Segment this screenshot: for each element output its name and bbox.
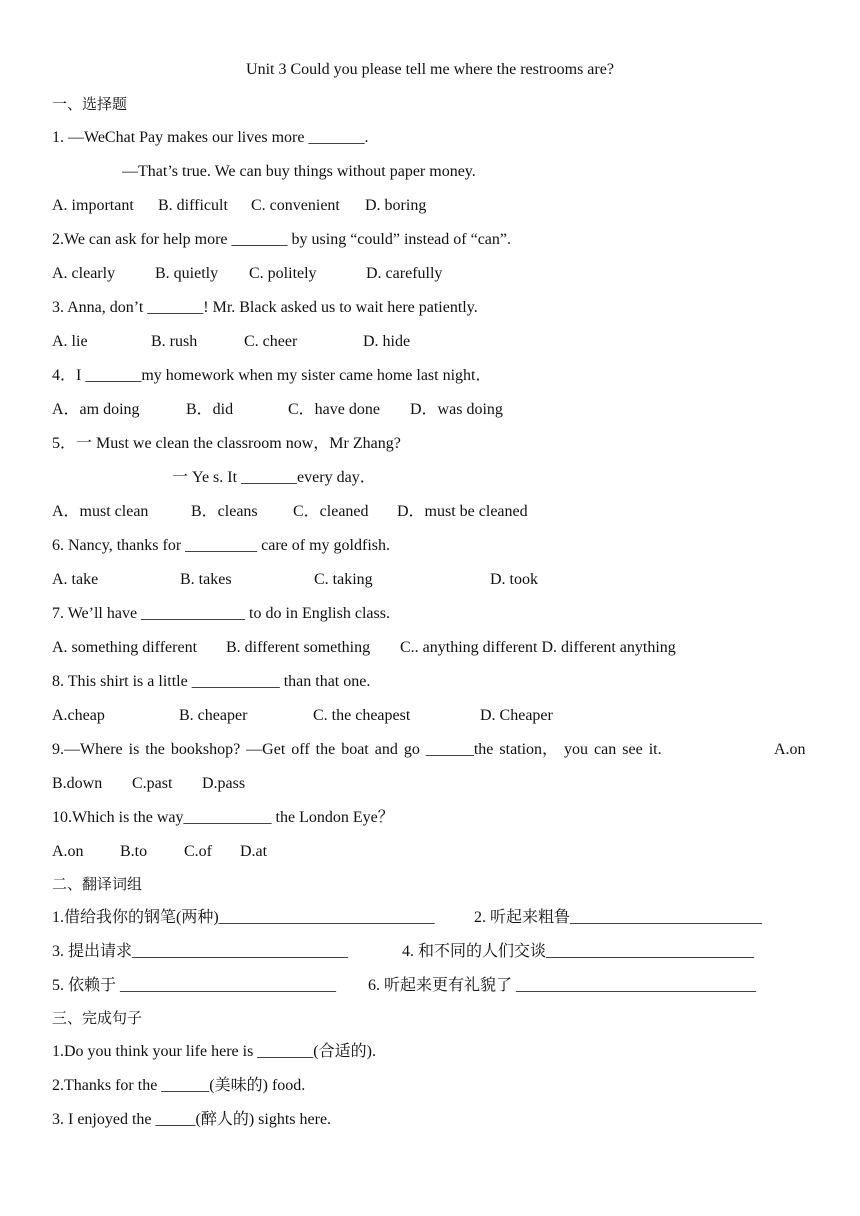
question-1: 1. —WeChat Pay makes our lives more _______. [52,129,369,146]
question-9-option-c: C.past [132,775,173,792]
question-9: 9.—Where is the bookshop? —Get off the boat and go ______the station， you can see it. [52,741,662,758]
question-9-option-d: D.pass [202,775,246,792]
question-10-option-a: A.on [52,843,84,860]
question-10-option-c: C.of [184,843,212,860]
translate-item-5: 5. 依赖于 ___________________________ [52,977,337,994]
question-2-option-c: C. politely [249,265,317,282]
question-1-option-a: A. important [52,197,134,214]
question-4-option-c: C．have done [288,401,380,418]
translate-item-3: 3. 提出请求___________________________ [52,943,349,960]
question-2: 2.We can ask for help more _______ by using “could” instead of “can”. [52,231,512,248]
question-7: 7. We’ll have _____________ to do in English class. [52,605,390,622]
question-5: 5．一 Must we clean the classroom now，Mr Zhang? [52,435,401,452]
question-7-option-c-d: C.. anything different D. different anything [400,639,676,656]
question-6: 6. Nancy, thanks for _________ care of my goldfish. [52,537,390,554]
question-5-option-c: C．cleaned [293,503,369,520]
question-5-option-a: A．must clean [52,503,149,520]
sentence-item-1: 1.Do you think your life here is _______(合适的). [52,1043,376,1060]
section-heading-translate-phrases: 二、翻译词组 [52,875,143,893]
question-8-option-a: A.cheap [52,707,105,724]
question-7-option-a: A. something different [52,639,198,656]
question-1-response: —That’s true. We can buy things without paper money. [122,163,476,180]
question-8-option-b: B. cheaper [179,707,248,724]
question-10-option-b: B.to [120,843,148,860]
section-heading-complete-sentences: 三、完成句子 [52,1009,143,1027]
question-2-option-a: A. clearly [52,265,116,282]
question-1-option-d: D. boring [365,197,427,214]
question-4-option-d: D．was doing [410,401,503,418]
question-2-option-b: B. quietly [155,265,219,282]
question-2-option-d: D. carefully [366,265,443,282]
sentence-item-2: 2.Thanks for the ______(美味的) food. [52,1077,306,1094]
translate-item-1: 1.借给我你的钢笔(两种)___________________________ [52,909,435,926]
question-10: 10.Which is the way___________ the London Eye？ [52,809,394,826]
question-3: 3. Anna, don’t _______! Mr. Black asked us to wait here patiently. [52,299,478,316]
question-8-option-c: C. the cheapest [313,707,411,724]
question-4: 4．I _______my homework when my sister came home last night． [52,367,492,384]
question-4-option-a: A．am doing [52,401,140,418]
question-3-option-a: A. lie [52,333,88,350]
question-4-option-b: B．did [186,401,234,418]
question-3-option-c: C. cheer [244,333,298,350]
question-9-option-b: B.down [52,775,103,792]
question-3-option-b: B. rush [151,333,198,350]
question-5-option-d: D．must be cleaned [397,503,528,520]
page-title: Unit 3 Could you please tell me where the restrooms are? [246,61,614,78]
question-1-option-b: B. difficult [158,197,228,214]
question-10-option-d: D.at [240,843,268,860]
question-8: 8. This shirt is a little ___________ than that one. [52,673,371,690]
question-5-response: 一 Ye s. It _______every day． [172,469,376,486]
question-5-option-b: B．cleans [191,503,258,520]
question-6-option-b: B. takes [180,571,232,588]
translate-item-2: 2. 听起来粗鲁________________________ [474,909,763,926]
question-6-option-a: A. take [52,571,99,588]
translate-item-4: 4. 和不同的人们交谈__________________________ [402,943,755,960]
section-heading-multiple-choice: 一、选择题 [52,95,128,113]
question-6-option-c: C. taking [314,571,373,588]
question-7-option-b: B. different something [226,639,371,656]
question-3-option-d: D. hide [363,333,411,350]
question-1-option-c: C. convenient [251,197,340,214]
question-9-option-a: A.on [774,741,806,758]
translate-item-6: 6. 听起来更有礼貌了 ______________________________ [368,977,757,994]
sentence-item-3: 3. I enjoyed the _____(醉人的) sights here. [52,1111,332,1128]
question-6-option-d: D. took [490,571,538,588]
question-8-option-d: D. Cheaper [480,707,553,724]
